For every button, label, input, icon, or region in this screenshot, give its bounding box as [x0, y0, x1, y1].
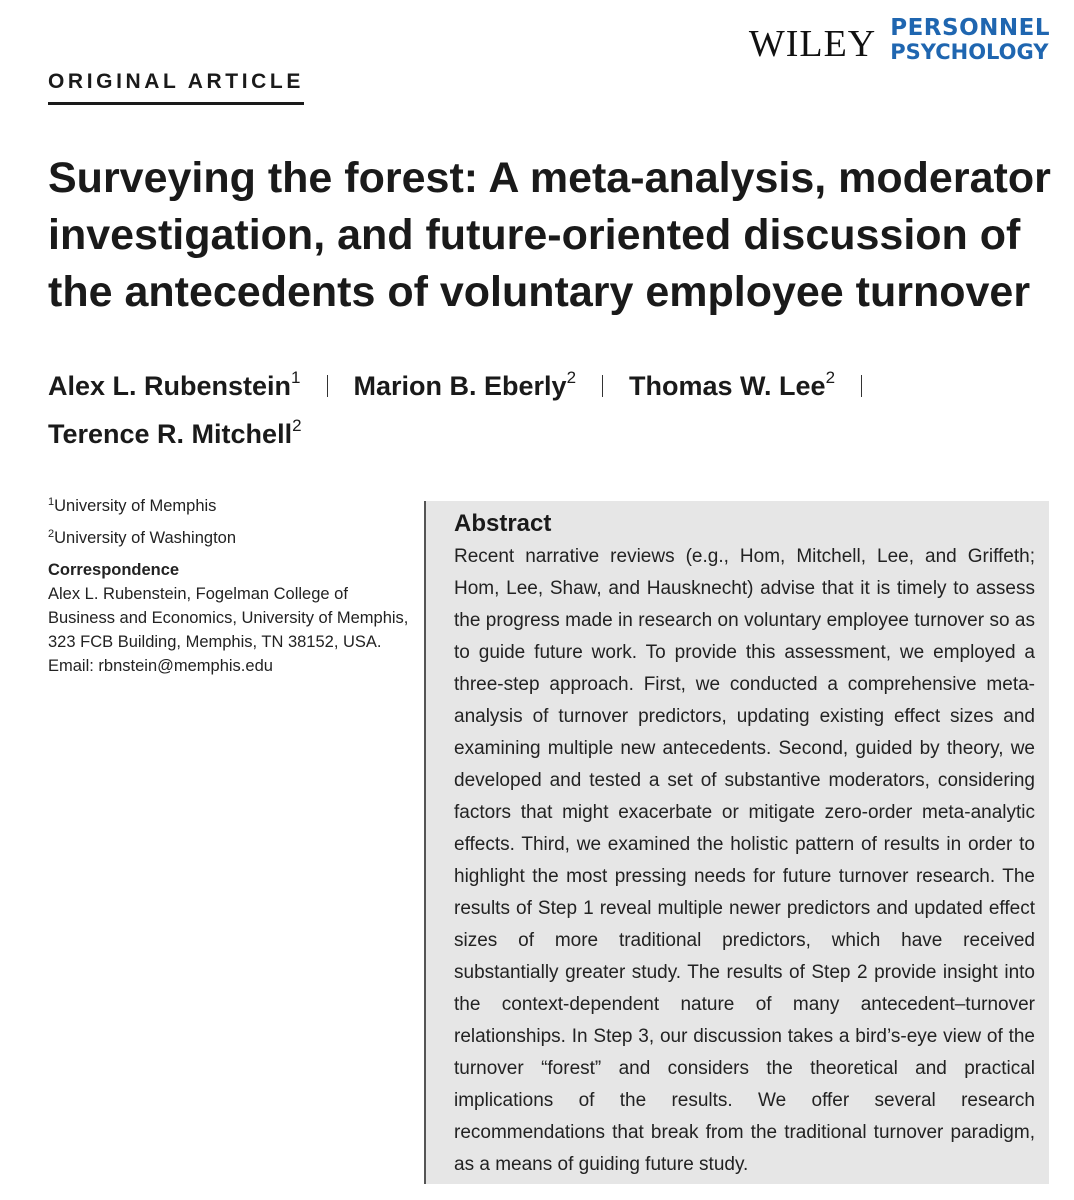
affiliation-marker: 1	[48, 496, 55, 508]
affiliations-column	[48, 494, 418, 678]
journal-logo	[890, 16, 1050, 64]
affiliation	[48, 526, 418, 550]
abstract-heading: Abstract	[454, 510, 552, 537]
author[interactable]	[629, 362, 835, 410]
author-separator	[861, 375, 862, 397]
affiliation-text: University of Washington	[54, 529, 237, 547]
correspondence-heading: Correspondence	[48, 561, 180, 579]
author-name: Thomas W. Lee	[629, 371, 826, 401]
author-affiliation-marker: 1	[291, 368, 301, 387]
author-name: Terence R. Mitchell	[48, 419, 293, 449]
author[interactable]	[48, 362, 301, 410]
author-separator	[602, 375, 603, 397]
author-affiliation-marker: 2	[825, 368, 836, 387]
author-list	[48, 362, 1028, 458]
journal-branding	[749, 14, 1050, 66]
author-separator	[327, 375, 328, 397]
correspondence-email[interactable]: Email: rbnstein@memphis.edu	[48, 657, 273, 675]
affiliation	[48, 494, 418, 518]
abstract-text: Recent narrative reviews (e.g., Hom, Mitchell, Lee, and Griffeth; Hom, Lee, Shaw, and Hausknecht) advise that it is timely to assess the progress made in research on voluntary employee turnover so as to guide future work. To provide this assessment, we employed a three-step approach. First, we conducted a comprehensive meta-analysis of turnover predictors, updating existing effect sizes and examining multiple new antecedents. Second, guided by theory, we developed and tested a set of substantive moderators, considering factors that might exacerbate or mitigate zero-order meta-analytic effects. Third, we examined the holistic pattern of results in order to highlight the most pressing needs for future turnover research. The results of Step 1 reveal multiple newer predictors and updated effect sizes of more traditional predictors, which have received substantially greater study. The results of Step 2 provide insight into the context-dependent nature of many antecedent–turnover relationships. In Step 3, our discussion takes a bird’s-eye view of the turnover “forest” and considers the theoretical and practical implications of the results. We offer several research recommendations that break from the traditional turnover paradigm, as a means of guiding future study.	[454, 546, 1035, 1175]
journal-name-line1: PERSONNEL	[890, 15, 1050, 41]
journal-name-line2: PSYCHOLOGY	[890, 40, 1049, 64]
author-affiliation-marker: 2	[566, 368, 577, 387]
article-type-label: ORIGINAL ARTICLE	[48, 70, 304, 105]
article-title: Surveying the forest: A meta-analysis, moderator investigation, and future-oriented discussion of the antecedents of voluntary employee turnover	[48, 154, 1051, 316]
author[interactable]	[354, 362, 577, 410]
author-affiliation-marker: 2	[292, 416, 302, 435]
correspondence-address: Alex L. Rubenstein, Fogelman College of Business and Economics, University of Memphis, 323 FCB Building, Memphis, TN 38152, USA.	[48, 585, 409, 651]
author-name: Marion B. Eberly	[353, 371, 567, 401]
affiliation-text: University of Memphis	[54, 497, 217, 515]
author-name: Alex L. Rubenstein	[48, 371, 292, 401]
abstract-panel	[424, 501, 1049, 1184]
author[interactable]	[48, 410, 302, 458]
affiliation-marker: 2	[48, 528, 55, 540]
publisher-logo: WILEY	[748, 23, 877, 65]
